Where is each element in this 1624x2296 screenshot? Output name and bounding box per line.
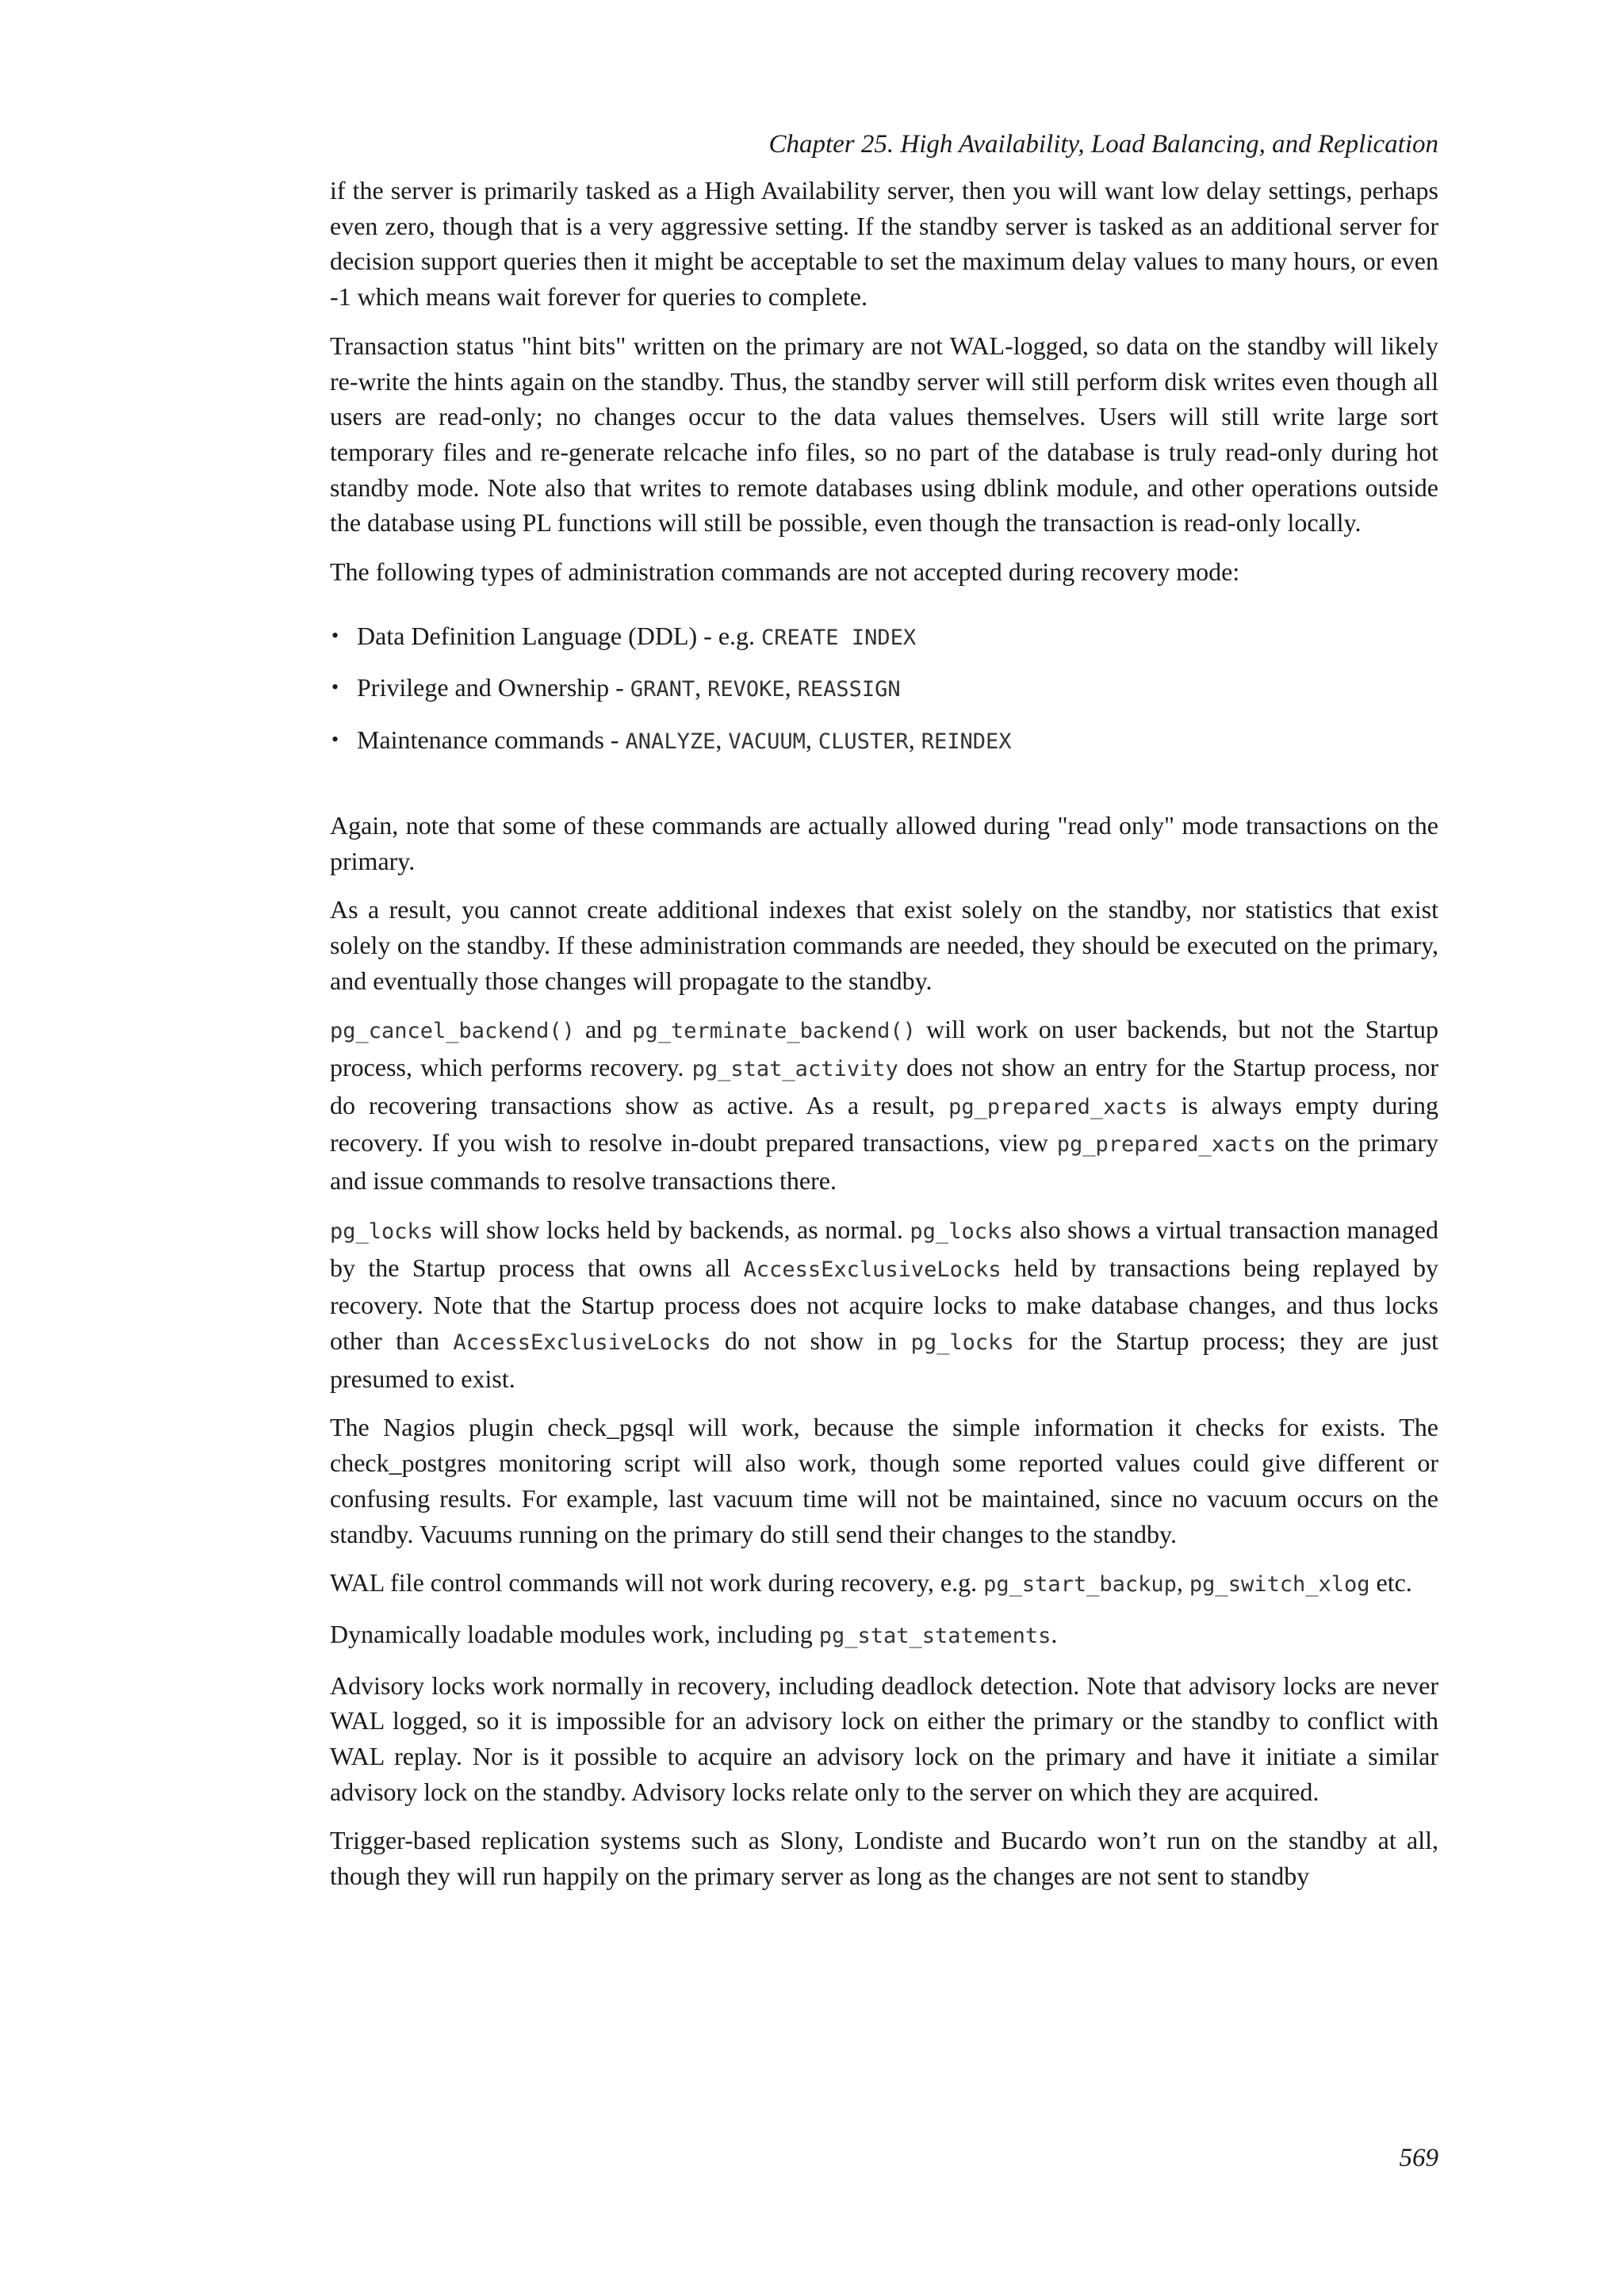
paragraph-text: for the Startup process; they are just presumed to exist. bbox=[330, 1326, 1439, 1393]
list-item-text: Data Definition Language (DDL) - e.g. bbox=[357, 621, 762, 650]
separator: , bbox=[805, 725, 818, 755]
paragraph-backend-functions bbox=[330, 1012, 1438, 1199]
paragraph-text: . bbox=[1051, 1619, 1058, 1648]
paragraph-text: on the primary and issue commands to resolve transactions there. bbox=[330, 1128, 1439, 1196]
bullet-marker: • bbox=[331, 675, 339, 699]
separator: , bbox=[695, 673, 708, 702]
paragraph-indexes-statistics: As a result, you cannot create additional indexes that exist solely on the standby, nor statistics that exist solely on the standby. If these administration commands are needed, they should be executed on the primary, and eventually those changes will propagate to the standby. bbox=[330, 895, 1438, 995]
code-literal: pg_terminate_backend() bbox=[632, 1019, 916, 1044]
paragraph-delay-settings: if the server is primarily tasked as a High Availability server, then you will want low delay settings, perhaps even zero, though that is a very aggressive setting. If the standby server is tasked as an additional server for decision support queries then it might be acceptable to set the maximum delay values to many hours, or even -1 which means wait forever for queries to complete. bbox=[330, 176, 1438, 312]
running-header: Chapter 25. High Availability, Load Balancing, and Replication bbox=[768, 130, 1438, 159]
code-literal: AccessExclusiveLocks bbox=[453, 1330, 711, 1355]
code-literal: GRANT bbox=[630, 677, 695, 702]
code-literal: pg_locks bbox=[330, 1219, 434, 1244]
paragraph-pg-locks bbox=[330, 1212, 1438, 1397]
bullet-marker: • bbox=[331, 623, 339, 647]
list-item bbox=[330, 722, 1438, 760]
paragraph-text: WAL file control commands will not work during recovery, e.g. bbox=[330, 1568, 984, 1598]
paragraph-admin-commands-intro: The following types of administration commands are not accepted during recovery mode: bbox=[330, 557, 1240, 587]
code-literal: pg_switch_xlog bbox=[1189, 1572, 1370, 1598]
paragraph-text: is always empty during recovery. If you wish to resolve in-doubt prepared transactions, view bbox=[330, 1090, 1439, 1158]
code-literal: CREATE INDEX bbox=[761, 625, 917, 650]
separator: , bbox=[715, 725, 729, 755]
paragraph-text: etc. bbox=[1369, 1568, 1412, 1598]
paragraph-text: and bbox=[574, 1015, 633, 1044]
separator: , bbox=[784, 673, 798, 702]
list-item-text: Maintenance commands - bbox=[357, 725, 626, 755]
code-literal: pg_start_backup bbox=[983, 1572, 1177, 1598]
paragraph-text: do not show in bbox=[710, 1326, 911, 1355]
list-item bbox=[330, 670, 1438, 708]
paragraph-text: Dynamically loadable modules work, including bbox=[330, 1619, 819, 1648]
code-literal: CLUSTER bbox=[818, 729, 909, 755]
paragraph-wal-file-control bbox=[330, 1565, 1438, 1603]
admin-commands-list bbox=[330, 618, 1438, 760]
code-literal: pg_stat_activity bbox=[691, 1057, 898, 1082]
paragraph-hint-bits: Transaction status "hint bits" written on the primary are not WAL-logged, so data on the standby will likely re-write the hints again on the standby. Thus, the standby server will still perform disk writes even though all users are read-only; no changes occur to the data values themselves. Users will still write large sort temporary files and re-generate relcache info files, so no part of the database is truly read-only during hot standby mode. Note also that writes to remote databases using dblink module, and other operations outside the database using PL functions will still be possible, even though the transaction is read-only locally. bbox=[330, 331, 1438, 538]
code-literal: ANALYZE bbox=[625, 729, 716, 755]
paragraph-text: will work on user backends, but not the Startup process, which performs recovery. bbox=[330, 1015, 1439, 1082]
page-body bbox=[330, 173, 1438, 1908]
paragraph-nagios-plugin: The Nagios plugin check_pgsql will work, because the simple information it checks for exists. The check_postgres monitoring script will also work, though some reported values could give different or confusing results. For example, last vacuum time will not be maintained, since no vacuum occurs on the standby. Vacuums running on the primary do still send their changes to the standby. bbox=[330, 1413, 1438, 1548]
code-literal: pg_prepared_xacts bbox=[948, 1094, 1168, 1119]
code-literal: pg_cancel_backend() bbox=[330, 1019, 575, 1044]
separator: , bbox=[908, 725, 921, 755]
code-literal: pg_locks bbox=[910, 1219, 1013, 1244]
code-literal: pg_stat_statements bbox=[818, 1623, 1051, 1648]
code-literal: REVOKE bbox=[707, 677, 785, 702]
list-item-text: Privilege and Ownership - bbox=[357, 673, 630, 702]
code-literal: AccessExclusiveLocks bbox=[743, 1257, 1002, 1282]
paragraph-loadable-modules bbox=[330, 1617, 1438, 1655]
paragraph-text: held by transactions being replayed by recovery. Note that the Startup process does not acquire locks to make database changes, and thus locks other than bbox=[330, 1253, 1438, 1355]
list-item bbox=[330, 618, 1438, 656]
code-literal: REINDEX bbox=[921, 729, 1012, 755]
paragraph-text: also shows a virtual transaction managed by the Startup process that owns all bbox=[330, 1215, 1439, 1282]
paragraph-trigger-replication: Trigger-based replication systems such as Slony, Londiste and Bucardo won’t run on the standby at all, though they will run happily on the primary server as long as the changes are not sent to standby bbox=[330, 1826, 1438, 1891]
paragraph-text: , bbox=[1176, 1568, 1189, 1598]
paragraph-text: does not show an entry for the Startup process, nor do recovering transactions show as active. As a result, bbox=[330, 1053, 1439, 1119]
code-literal: pg_prepared_xacts bbox=[1056, 1132, 1277, 1158]
paragraph-read-only-note: Again, note that some of these commands are actually allowed during "read only" mode transactions on the primary. bbox=[330, 810, 1438, 875]
code-literal: VACUUM bbox=[728, 729, 806, 755]
paragraph-text: will show locks held by backends, as normal. bbox=[433, 1215, 910, 1244]
bullet-marker: • bbox=[331, 728, 339, 752]
page-number: 569 bbox=[1399, 2144, 1438, 2172]
code-literal: pg_locks bbox=[910, 1330, 1014, 1355]
paragraph-advisory-locks: Advisory locks work normally in recovery, including deadlock detection. Note that advisory locks are never WAL logged, so it is impossible for an advisory lock on either the primary or the standby to conflict with WAL replay. Nor is it possible to acquire an advisory lock on the primary and have it initiate a similar advisory lock on the standby. Advisory locks relate only to the server on which they are acquired. bbox=[330, 1670, 1438, 1806]
code-literal: REASSIGN bbox=[797, 677, 901, 702]
